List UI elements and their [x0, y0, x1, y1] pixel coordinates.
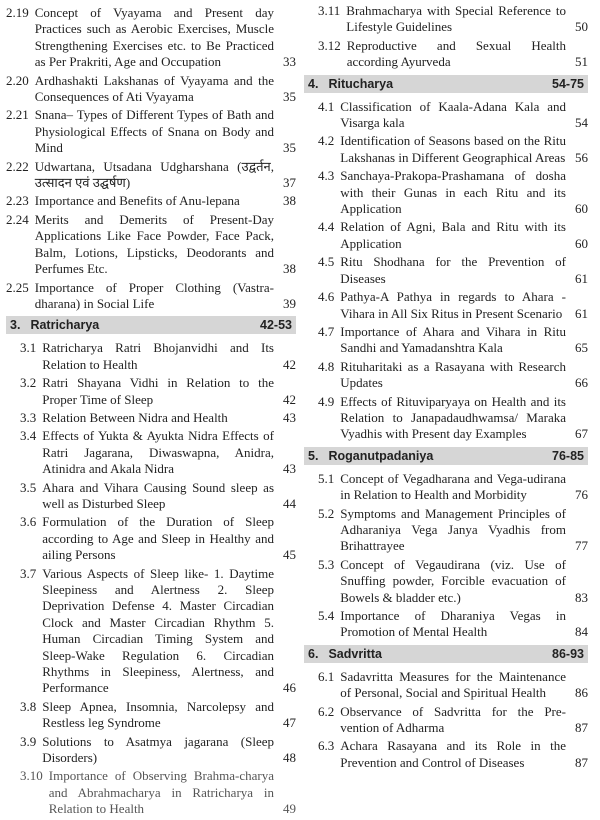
entry-page: 67 — [575, 426, 588, 442]
toc-entry — [318, 608, 588, 641]
entry-page: 45 — [283, 547, 296, 563]
toc-entry — [20, 514, 296, 563]
entry-number: 2.19 — [6, 5, 29, 20]
entry-number: 2.22 — [6, 158, 29, 174]
entry-page: 87 — [575, 720, 588, 736]
entry-title: Achara Rasayana and its Role in the Prevention and Control of Diseases — [340, 738, 566, 770]
toc-entry — [20, 410, 296, 426]
chapter-title: Ratricharya — [30, 318, 100, 333]
chapter-title: Ritucharya — [328, 76, 394, 91]
toc-entry — [318, 3, 588, 36]
entry-page: 86 — [575, 685, 588, 701]
entry-title: Observance of Sadvritta for the Pre-vention of Adharma — [340, 703, 566, 736]
entry-title: Importance and Benefits of Anu-lepana — [34, 193, 240, 209]
entry-title: Udwartana, Utsadana Udgharshana (उद्वर्तन, उत्सादन एवं उद्घर्षण) — [34, 158, 274, 191]
entry-number: 2.24 — [6, 211, 29, 227]
toc-entry — [20, 375, 296, 408]
section-6-items — [304, 669, 588, 771]
entry-number: 4.7 — [318, 323, 335, 339]
entry-page: 77 — [575, 538, 588, 554]
entry-page: 44 — [283, 495, 296, 511]
entry-title: Importance of Proper Clothing (Vastra-dharana) in Social Life — [34, 279, 274, 311]
entry-page: 84 — [575, 624, 588, 640]
entry-page: 33 — [283, 54, 296, 70]
entry-number: 3.8 — [20, 698, 37, 714]
toc-entry — [6, 280, 296, 313]
entry-title: Classification of Kaala-Adana Kala and Visarga kala — [340, 98, 566, 131]
entry-page: 76 — [575, 487, 588, 503]
entry-number: 4.8 — [318, 358, 335, 374]
entry-page: 46 — [283, 680, 296, 696]
toc-entry — [20, 768, 296, 817]
entry-number: 4.2 — [318, 133, 335, 149]
toc-entry — [6, 212, 296, 278]
toc-entry — [318, 471, 588, 504]
entry-title: Various Aspects of Sleep like- 1. Daytime Sleepiness and Alertness 2. Sleep Deprivation Defense 4. Master Circadian Clock and Master Circadian Rhythm 5. Human Circadian Timing System and Sleep-Wake Regulation 6. Circadian Rhythms in Sleepiness, Alertness, and Performance — [42, 565, 274, 696]
toc-entry — [318, 324, 588, 357]
toc-entry — [318, 394, 588, 443]
entry-title: Ritu Shodhana for the Prevention of Diseases — [340, 254, 566, 286]
entry-number: 4.1 — [318, 98, 335, 114]
entry-number: 4.4 — [318, 219, 335, 235]
entry-title: Concept of Vyayama and Present day Practices such as Aerobic Exercises, Muscle Strengthening Exercises etc. to Be Practiced as Per Prakriti, Age and Occupation — [34, 5, 274, 70]
entry-page: 48 — [283, 750, 296, 766]
toc-entry — [318, 359, 588, 392]
entry-title: Ratricharya Ratri Bhojanvidhi and Its Relation to Health — [42, 340, 274, 372]
entry-number: 3.7 — [20, 565, 37, 581]
entry-title: Ratri Shayana Vidhi in Relation to the Proper Time of Sleep — [42, 375, 274, 407]
entry-title: Snana– Types of Different Types of Bath and Physiological Effects of Snana on Body and Mind — [34, 107, 274, 156]
toc-entry — [318, 168, 588, 217]
entry-number: 3.1 — [20, 340, 37, 356]
toc-entry — [20, 480, 296, 513]
entry-number: 4.9 — [318, 393, 335, 409]
entry-page: 43 — [283, 409, 296, 425]
chapter-heading-sadvritta — [304, 645, 588, 663]
entry-number: 4.6 — [318, 289, 335, 305]
chapter-number: 4. — [308, 76, 319, 91]
chapter-page-range: 86-93 — [552, 646, 584, 661]
entry-title: Ardhashakti Lakshanas of Vyayama and the Consequences of Ati Vyayama — [34, 72, 274, 105]
entry-page: 43 — [283, 461, 296, 477]
entry-number: 3.4 — [20, 428, 37, 444]
entry-page: 87 — [575, 754, 588, 770]
entry-number: 3.9 — [20, 733, 37, 749]
section-3-continued — [304, 3, 588, 71]
entry-number: 4.3 — [318, 168, 335, 184]
entry-title: Importance of Ahara and Vihara in Ritu Sandhi and Yamadanshtra Kala — [340, 323, 566, 356]
entry-title: Sanchaya-Prakopa-Prashamana of dosha with their Gunas in each Ritu and its Application — [340, 168, 566, 217]
chapter-page-range: 76-85 — [552, 448, 584, 463]
toc-entry — [318, 506, 588, 555]
chapter-heading-roganutpadaniya — [304, 447, 588, 465]
toc-entry — [20, 566, 296, 697]
entry-title: Effects of Rituviparyaya on Health and its Relation to Janapadaudhwamsa/ Maraka Vyadhis with Present day Examples — [340, 393, 566, 442]
toc-entry — [20, 699, 296, 732]
entry-number: 2.23 — [6, 193, 29, 209]
toc-entry — [20, 428, 296, 477]
toc-entry — [318, 99, 588, 132]
entry-title: Sleep Apnea, Insomnia, Narcolepsy and Restless leg Syndrome — [42, 698, 274, 731]
chapter-heading-ratricharya — [6, 316, 296, 334]
toc-right-column — [304, 0, 588, 773]
entry-title: Solutions to Asatmya jagarana (Sleep Disorders) — [42, 733, 274, 766]
toc-entry — [318, 254, 588, 287]
toc-entry — [6, 193, 296, 209]
entry-title: Rituharitaki as a Rasayana with Research Updates — [340, 358, 566, 391]
entry-page: 49 — [283, 801, 296, 817]
entry-number: 5.3 — [318, 556, 335, 572]
entry-number: 5.4 — [318, 608, 335, 623]
toc-entry — [318, 738, 588, 771]
entry-number: 5.2 — [318, 505, 335, 521]
entry-number: 2.20 — [6, 72, 29, 88]
entry-number: 3.10 — [20, 768, 43, 784]
entry-title: Merits and Demerits of Present-Day Applications Like Face Powder, Face Pack, Balm, Lotions, Lipsticks, Deodorants and Perfumes Etc. — [34, 211, 274, 277]
entry-number: 3.5 — [20, 479, 37, 495]
chapter-page-range: 42-53 — [260, 318, 292, 333]
entry-page: 47 — [283, 715, 296, 731]
entry-title: Brahmacharya with Special Reference to Lifestyle Guidelines — [346, 3, 566, 35]
entry-page: 38 — [283, 261, 296, 277]
entry-number: 3.6 — [20, 514, 37, 530]
entry-title: Sadavritta Measures for the Maintenance of Personal, Social and Spiritual Health — [340, 668, 566, 701]
entry-title: Importance of Dharaniya Vegas in Promotion of Mental Health — [340, 608, 566, 640]
entry-number: 5.1 — [318, 470, 335, 486]
entry-title: Relation of Agni, Bala and Ritu with its Application — [340, 219, 566, 251]
entry-page: 60 — [575, 201, 588, 217]
entry-number: 6.3 — [318, 738, 335, 754]
entry-page: 39 — [283, 295, 296, 311]
section-4-items — [304, 99, 588, 443]
entry-number: 3.2 — [20, 375, 37, 391]
entry-number: 4.5 — [318, 254, 335, 270]
entry-title: Importance of Observing Brahma-charya and Abrahmacharya in Ratricharya in Relation to Health — [48, 768, 274, 817]
toc-entry — [6, 73, 296, 106]
chapter-heading-ritucharya — [304, 75, 588, 93]
toc-entry — [6, 107, 296, 156]
entry-title: Reproductive and Sexual Health according Ayurveda — [346, 37, 566, 70]
chapter-number: 5. — [308, 448, 319, 463]
toc-entry — [20, 340, 296, 373]
entry-page: 61 — [575, 305, 588, 321]
toc-entry — [6, 5, 296, 71]
entry-page: 42 — [283, 356, 296, 372]
entry-title: Effects of Yukta & Ayukta Nidra Effects of Ratri Jagarana, Diwaswapna, Anidra, Atinidra and Akala Nidra — [42, 428, 274, 477]
chapter-title: Roganutpadaniya — [328, 448, 434, 463]
entry-number: 2.21 — [6, 107, 29, 123]
toc-entry — [318, 289, 588, 322]
toc-entry — [20, 734, 296, 767]
entry-page: 54 — [575, 115, 588, 131]
entry-number: 3.3 — [20, 409, 37, 425]
entry-title: Formulation of the Duration of Sleep according to Age and Sleep in Healthy and ailing Persons — [42, 514, 274, 563]
entry-page: 38 — [283, 193, 296, 209]
entry-title: Concept of Vegadharana and Vega-udirana in Relation to Health and Morbidity — [340, 470, 566, 503]
toc-entry — [318, 557, 588, 606]
chapter-number: 3. — [10, 318, 21, 333]
section-3-items — [6, 340, 296, 817]
entry-number: 6.1 — [318, 668, 335, 684]
entry-page: 37 — [283, 175, 296, 191]
entry-page: 56 — [575, 149, 588, 165]
chapter-number: 6. — [308, 646, 319, 661]
entry-number: 3.12 — [318, 37, 341, 53]
section-5-items — [304, 471, 588, 641]
chapter-title: Sadvritta — [328, 646, 382, 661]
entry-page: 51 — [575, 54, 588, 70]
toc-entry — [318, 133, 588, 166]
entry-page: 42 — [283, 391, 296, 407]
entry-title: Ahara and Vihara Causing Sound sleep as well as Disturbed Sleep — [42, 479, 274, 511]
entry-title: Relation Between Nidra and Health — [42, 409, 228, 425]
entry-title: Symptoms and Management Principles of Adharaniya Vega Janya Vyadhis from Brihattrayee — [340, 505, 566, 554]
entry-page: 83 — [575, 589, 588, 605]
chapter-page-range: 54-75 — [552, 76, 584, 91]
toc-entry — [318, 38, 588, 71]
entry-page: 66 — [575, 375, 588, 391]
toc-left-column — [6, 0, 296, 820]
entry-page: 61 — [575, 270, 588, 286]
toc-entry — [6, 159, 296, 192]
entry-page: 35 — [283, 140, 296, 156]
entry-number: 6.2 — [318, 703, 335, 719]
entry-title: Pathya-A Pathya in regards to Ahara - Vihara in All Six Ritus in Present Scenario — [340, 289, 566, 321]
entry-title: Concept of Vegaudirana (viz. Use of Snuffing powder, Forcible evacuation of Bowels & bladder etc.) — [340, 556, 566, 605]
toc-entry — [318, 669, 588, 702]
entry-page: 35 — [283, 89, 296, 105]
entry-title: Identification of Seasons based on the Ritu Lakshanas in Different Geographical Areas — [340, 133, 566, 165]
entry-page: 60 — [575, 235, 588, 251]
entry-page: 65 — [575, 340, 588, 356]
entry-number: 2.25 — [6, 279, 29, 295]
section-2-continued — [6, 5, 296, 312]
entry-page: 50 — [575, 19, 588, 35]
toc-entry — [318, 704, 588, 737]
toc-entry — [318, 219, 588, 252]
entry-number: 3.11 — [318, 3, 341, 18]
